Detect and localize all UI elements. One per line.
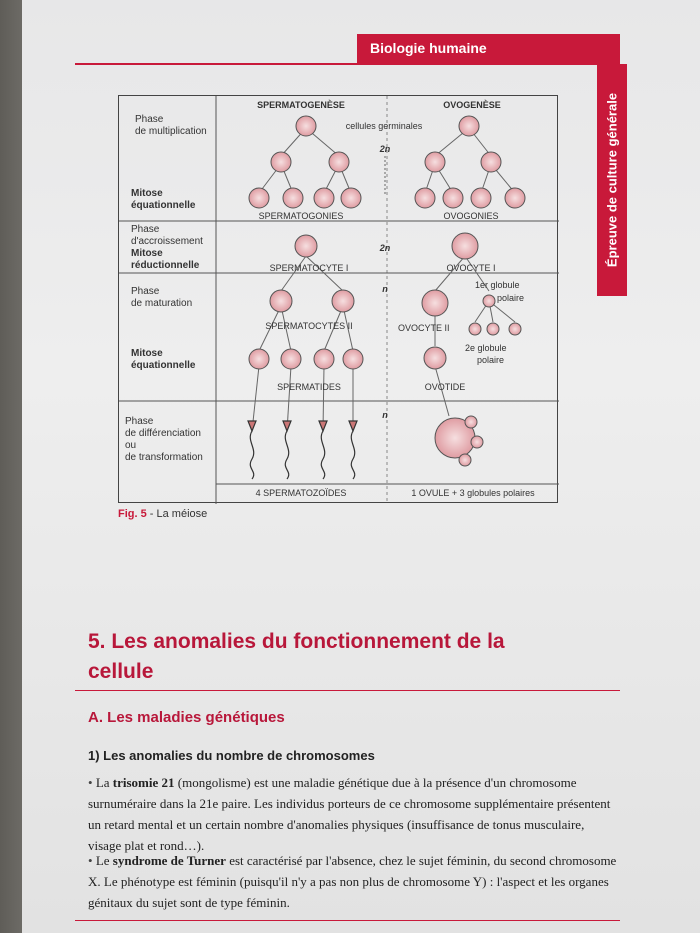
row1-phase-b: de multiplication xyxy=(135,126,207,137)
sperm-shapes xyxy=(248,421,357,479)
row1-mitose-b: équationnelle xyxy=(131,200,196,211)
label-globule2-b: polaire xyxy=(477,355,505,365)
row2-phase-a: Phase xyxy=(131,224,160,235)
row4-phase-a: Phase xyxy=(125,416,154,427)
row4-phase-c: ou xyxy=(125,440,137,451)
col-title-ovogenese: OVOGENÈSE xyxy=(443,100,501,110)
label-2n-2: 2n xyxy=(379,243,391,253)
caption-num: Fig. 5 xyxy=(118,508,147,520)
row3-phase-b: de maturation xyxy=(131,298,193,309)
row1-mitose xyxy=(131,188,195,212)
row3-phase xyxy=(131,286,192,310)
label-ovule: 1 OVULE + 3 globules polaires xyxy=(411,488,535,498)
col-title-spermatogenese: SPERMATOGENÈSE xyxy=(257,100,345,110)
label-spermatides: SPERMATIDES xyxy=(277,382,341,392)
header-title: Biologie humaine xyxy=(370,40,487,56)
label-spermatocytes2: SPERMATOCYTES II xyxy=(265,321,353,331)
row3-mitose-a: Mitose xyxy=(131,348,163,359)
bullet-2: • xyxy=(88,853,93,868)
row3-mitose xyxy=(131,348,195,372)
label-globule1-b: polaire xyxy=(497,293,525,303)
row1-phase xyxy=(135,114,207,138)
label-ovotide: OVOTIDE xyxy=(424,382,466,392)
label-spermatocyte1: SPERMATOCYTE I xyxy=(269,263,349,273)
bullet-1: • xyxy=(88,775,93,790)
row3-phase-a: Phase xyxy=(131,286,160,297)
row4-phase-d: de transformation xyxy=(125,452,203,463)
p1-bold: trisomie 21 xyxy=(112,775,175,790)
row4-phase xyxy=(125,416,203,464)
label-n-2: n xyxy=(382,410,388,420)
header-rule xyxy=(75,63,620,65)
label-ovocyte2: OVOCYTE II xyxy=(398,323,450,333)
row2-phase xyxy=(131,224,203,272)
p1-text: (mongolisme) est une maladie génétique due à la présence d'un chromosome surnuméraire dans la 21e paire. Les individus porteurs de ce chromosome supplémentaire présentent un retard mental et un certain nombre d'anomalies physiques (insuffisance de tonus musculaire, visage plat et rond…). xyxy=(88,775,611,853)
paragraph-trisomie xyxy=(88,772,618,856)
label-spermatozoides: 4 SPERMATOZOÏDES xyxy=(255,488,347,498)
label-2n-1: 2n xyxy=(379,144,391,154)
label-germinales: cellules germinales xyxy=(345,121,423,131)
label-spermatogonies: SPERMATOGONIES xyxy=(258,211,344,221)
label-ovocyte1: OVOCYTE I xyxy=(446,263,496,273)
subsection-title: A. Les maladies génétiques xyxy=(88,709,285,726)
section-title: 5. Les anomalies du fonctionnement de la cellule xyxy=(88,630,505,683)
p2-text: est caractérisé par l'absence, chez le sujet féminin, du second chromosome X. Le phénotype est féminin (puisqu'il n'y a pas non plus de chromosome Y) : l'aspect et les organes génitaux du sujet sont de type féminin. xyxy=(88,853,617,910)
label-globule2-a: 2e globule xyxy=(465,343,507,353)
label-ovogonies: OVOGONIES xyxy=(443,211,499,221)
paragraph-turner xyxy=(88,850,618,913)
figure-caption xyxy=(118,508,207,520)
row1-phase-a: Phase xyxy=(135,114,164,125)
p1-pre: La xyxy=(95,775,113,790)
section-rule xyxy=(75,690,620,691)
label-globule1-a: 1er globule xyxy=(475,280,520,290)
p2-pre: Le xyxy=(95,853,113,868)
row2-phase-b: d'accroissement xyxy=(131,236,203,247)
row4-phase-b: de différenciation xyxy=(125,428,201,439)
row1-mitose-a: Mitose xyxy=(131,188,163,199)
p2-bold: syndrome de Turner xyxy=(112,853,226,868)
row3-mitose-b: équationnelle xyxy=(131,360,196,371)
row2-mitose-a: Mitose xyxy=(131,248,163,259)
bottom-rule xyxy=(75,920,620,921)
row2-mitose-b: réductionnelle xyxy=(131,260,200,271)
side-tab-label: Épreuve de culture générale xyxy=(604,92,620,268)
caption-text: - La méiose xyxy=(146,508,208,520)
subsubsection-title: 1) Les anomalies du nombre de chromosomes xyxy=(88,748,375,763)
label-n-1: n xyxy=(382,284,388,294)
meiosis-diagram xyxy=(118,95,558,503)
